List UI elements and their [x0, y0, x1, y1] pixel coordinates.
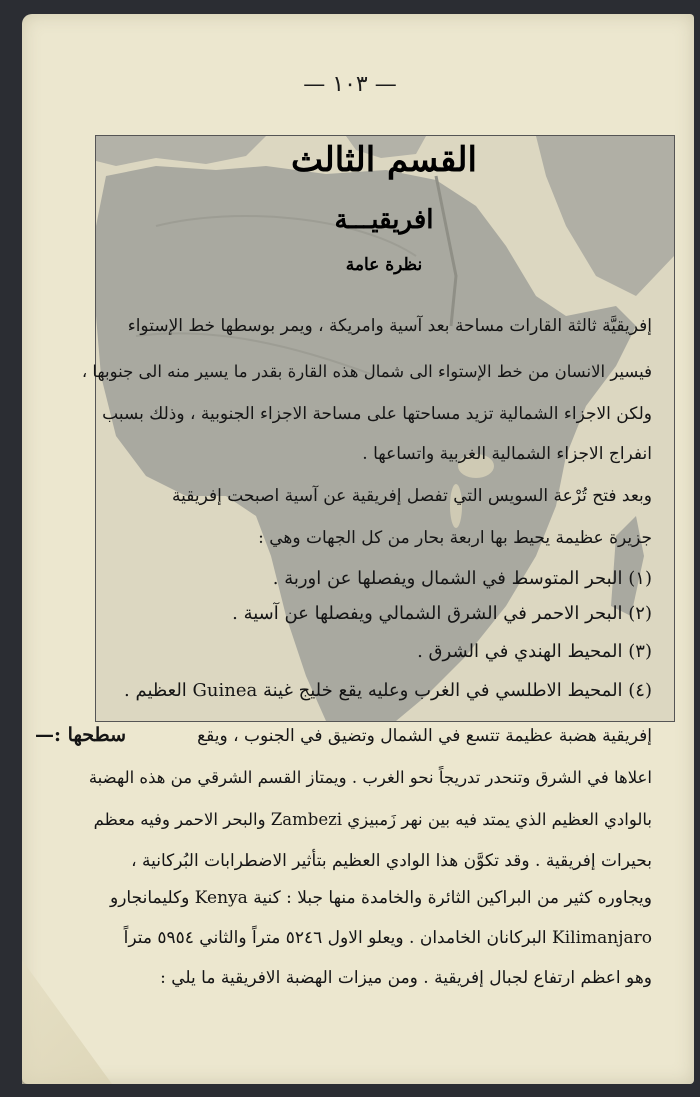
surface-line-6: Kilimanjaro البركانان الخامدان . ويعلو الاول ٥٢٤٦ متراً والثاني ٥٩٥٤ متراً — [123, 928, 652, 948]
sea-item-4: (٤) المحيط الاطلسي في الغرب وعليه يقع خليج غينة Guinea العظيم . — [124, 680, 652, 701]
surface-line-7: وهو اعظم ارتفاع لجبال إفريقية . ومن ميزات الهضبة الافريقية ما يلي : — [160, 968, 652, 988]
surface-line-5: ويجاوره كثير من البراكين الثائرة والخامدة منها جبلا : كنية Kenya وكليمانجارو — [110, 888, 652, 908]
intro-line-3: ولكن الاجزاء الشمالية تزيد مساحتها على مساحة الاجزاء الجنوبية ، وذلك بسبب — [102, 404, 652, 424]
intro-line-6: جزيرة عظيمة يحيط بها اربعة بحار من كل الجهات وهي : — [258, 528, 652, 548]
intro-line-5: وبعد فتح تُرْعة السويس التي تفصل إفريقية عن آسية اصبحت إفريقية — [172, 486, 652, 506]
surface-line-1: إفريقية هضبة عظيمة تتسع في الشمال وتضيق في الجنوب ، ويقع — [197, 726, 652, 746]
section-title: القسم الثالث — [291, 140, 477, 180]
subtitle: نظرة عامة — [345, 255, 423, 275]
sea-item-1: (١) البحر المتوسط في الشمال ويفصلها عن اوربة . — [272, 568, 652, 589]
page-number: — ١٠٣ — — [303, 72, 397, 97]
sea-item-2: (٢) البحر الاحمر في الشرق الشمالي ويفصلها عن آسية . — [232, 603, 652, 624]
surface-line-2: اعلاها في الشرق وتنحدر تدريجاً نحو الغرب . ويمتاز القسم الشرقي من هذه الهضبة — [88, 768, 652, 787]
surface-line-4: بحيرات إفريقية . وقد تكوَّن هذا الوادي العظيم بتأثير الاضطرابات البُركانية ، — [131, 851, 652, 871]
surface-heading: سطحها :— — [35, 724, 126, 746]
continent-title: افريقيـــة — [334, 205, 434, 235]
intro-line-1: إفريقيَّة ثالثة القارات مساحة بعد آسية وامريكة ، ويمر بوسطها خط الإستواء — [127, 316, 652, 336]
sea-item-3: (٣) المحيط الهندي في الشرق . — [417, 641, 652, 662]
intro-line-2: فيسير الانسان من خط الإستواء الى شمال هذه القارة بقدر ما يسير منه الى جنوبها ، — [81, 362, 652, 381]
surface-line-3: بالوادي العظيم الذي يمتد فيه بين نهر زَمبيزي Zambezi والبحر الاحمر وفيه معظم — [93, 810, 652, 829]
intro-line-4: انفراج الاجزاء الشمالية الغربية واتساعها . — [362, 444, 652, 464]
